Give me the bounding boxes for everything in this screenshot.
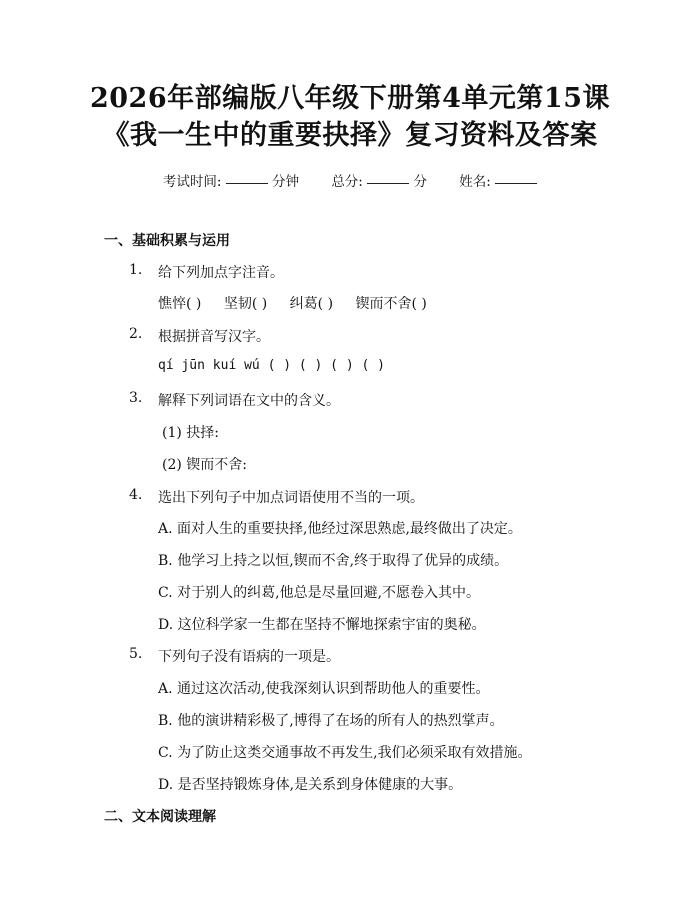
pinyin-item: 坚韧( ) (223, 296, 268, 312)
question-text: 解释下列词语在文中的含义。 (158, 393, 340, 409)
exam-time-label: 考试时间: (162, 174, 222, 190)
question-number: 3. (129, 390, 143, 406)
pinyin-item: 锲而不舍( ) (355, 296, 427, 312)
sub-question: (1) 抉择: (162, 425, 219, 441)
exam-time-blank (226, 183, 268, 184)
option-c: C. 对于别人的纠葛,他总是尽量回避,不愿卷入其中。 (158, 585, 481, 601)
exam-time-unit: 分钟 (272, 174, 300, 190)
question-text: 根据拼音写汉字。 (158, 329, 270, 345)
title-line-2: 《我一生中的重要抉择》复习资料及答案 (102, 120, 598, 151)
name-blank (495, 183, 537, 184)
question-number: 5. (129, 646, 143, 662)
total-score-field (331, 174, 431, 190)
option-b: B. 他的演讲精彩极了,博得了在场的所有人的热烈掌声。 (158, 713, 504, 729)
total-score-unit: 分 (413, 174, 427, 190)
option-c: C. 为了防止这类交通事故不再发生,我们必须采取有效措施。 (158, 745, 532, 761)
option-b: B. 他学习上持之以恒,锲而不舍,终于取得了优异的成绩。 (158, 553, 509, 569)
pinyin-item: 憔悴( ) (158, 296, 202, 312)
question-text: 选出下列句子中加点词语使用不当的一项。 (158, 490, 424, 506)
exam-time-field (163, 174, 303, 190)
section-heading-1: 一、基础积累与运用 (104, 233, 230, 249)
question-number: 4. (129, 487, 143, 503)
option-d: D. 这位科学家一生都在坚持不懈地探索宇宙的奥秘。 (158, 617, 486, 633)
question-text: 下列句子没有语病的一项是。 (158, 649, 340, 665)
section-heading-2: 二、文本阅读理解 (104, 809, 216, 825)
pinyin-item: 纠葛( ) (289, 296, 334, 312)
exam-meta (0, 170, 700, 190)
question-number: 2. (129, 326, 143, 342)
question-number: 1. (129, 262, 143, 278)
title-line-1: 2026年部编版八年级下册第4单元第15课 (89, 83, 610, 114)
question-text: 给下列加点字注音。 (158, 265, 284, 281)
total-score-label: 总分: (331, 174, 363, 190)
pinyin-items-row (158, 293, 445, 313)
pinyin-line: qí jūn kuí wú ( ) ( ) ( ) ( ) (158, 358, 385, 373)
name-label: 姓名: (459, 174, 491, 190)
name-field (459, 174, 537, 190)
option-a: A. 通过这次活动,使我深刻认识到帮助他人的重要性。 (158, 681, 490, 697)
option-d: D. 是否坚持锻炼身体,是关系到身体健康的大事。 (158, 777, 463, 793)
option-a: A. 面对人生的重要抉择,他经过深思熟虑,最终做出了决定。 (158, 521, 522, 537)
total-score-blank (367, 183, 409, 184)
sub-question: (2) 锲而不舍: (162, 457, 247, 473)
